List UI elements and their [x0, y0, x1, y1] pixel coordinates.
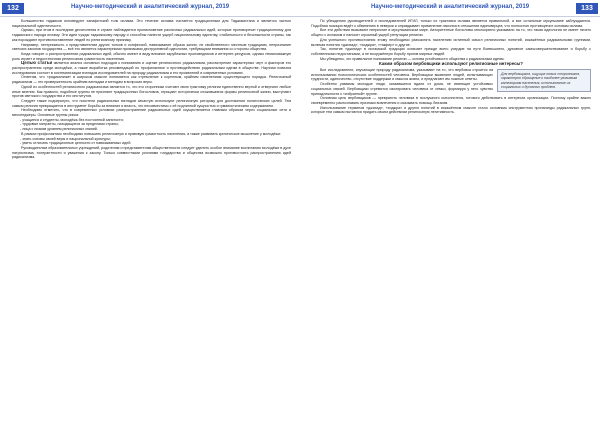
section-body — [311, 68, 591, 115]
paragraph: Отметим, что «радикализм» в широком смысле понимается как стремление к коренным, крайним изменениям существующего порядка. Религиозный радикализм — это приверженность крайним взглядам и методам в вопросах веры. — [12, 75, 291, 85]
paragraph: Все исследователи, изучающие природу радикализма, указывают на то, что вербовка строится на использовании психологических особенностей человека. Вербовщики выявляют людей, испытывающих трудности, одиночество, отсутствие поддержки и смысла жизни, и предлагают им ложные ответы. — [311, 68, 493, 82]
paragraph: Необходимо отметить, что в современных условиях распространение радикальных идей осуществляется главным образом через социальные сети и мессенджеры. Основные группы риска: — [12, 108, 291, 118]
paragraph: Так, понятие «джихад» в исламской традиции означает прежде всего усердие на пути Всевышнего, духовное самосовершенствование и борьбу с собственными недостатками, а не вооружённую борьбу против мирных людей. — [311, 47, 591, 56]
paragraph: Мы убеждены, что правильное понимание религии — основа устойчивости общества к радикальным идеям. — [320, 56, 505, 61]
paragraph: Использование терминов «джихад», «хиджра» и других понятий в искажённом смысле стало основным инструментом пропаганды радикальных групп, которые тем самым пытаются придать своим действиям религиозную легитимность. — [311, 105, 591, 115]
paragraph: Для успешного противостояния этому необходимо разъяснять населению истинный смысл религиозных понятий, искажённых радикальными группами, включая понятия «джихад», «хиджра», «такфир» и другие. — [311, 37, 591, 47]
paragraph: Основная цель вербовщиков — превратить человека в послушного исполнителя, готового действовать в интересах организации. Поэтому крайне важно своевременно распознавать признаки вовлечения и оказывать помощь близким. — [311, 96, 591, 105]
list-item: - знать основы своей веры и национальной культуры; — [20, 136, 111, 141]
right-column — [311, 19, 591, 419]
paragraph: Особенно уязвимы молодые люди, оказавшиеся вдали от дома, не имеющие устойчивых социальных связей. Вербовщики стремятся изолировать человека от семьи, формируя у него чувство принадлежности к «избранной» группе. — [311, 82, 493, 96]
list-item: - трудовые мигранты, находящиеся за пределами страны; — [20, 122, 119, 127]
paragraph: В рамках профилактики необходимо повышать религиозную и правовую грамотность населения, а также развивать критическое мышление у молодёжи: — [21, 131, 281, 136]
paragraph: Все эти действия вызывают неприятие в мусульманском мире. Авторитетные богословы многократно указывали на то, что такая идеология не имеет ничего общего с исламом и наносит огромный ущерб репутации религии. — [311, 28, 591, 38]
paragraph: Большинство таджиков исповедуют ханафитский толк ислама. Это течение ислама считается традиционным для Таджикистана и является частью национальной идентичности. — [12, 19, 291, 28]
paragraph: Следует также подчеркнуть, что носители радикальных взглядов зачастую используют религиозную риторику для достижения политических целей. Тем самым религия превращается в инструмент борьбы за влияние и власть, что несовместимо с её подлинной сущностью и гуманистическим содержанием. — [12, 98, 291, 108]
paragraph: По убеждению руководителей и последователей ИГИЛ, только их трактовка ислама является правильной, а все остальные мусульмане заблуждаются. Подобная позиция ведёт к обвинению в неверии и оправдывает применение насилия в отношении единоверцев, что полностью противоречит основам ислама. — [311, 19, 591, 28]
running-title-left: Научно-методический и аналитический журнал, 2019 — [70, 4, 230, 10]
section-subheading: Каким образом вербовщики используют религиозные интересы? — [379, 61, 523, 67]
left-column — [12, 19, 291, 419]
list-item: - лица с низким уровнем религиозных знаний. — [20, 127, 98, 132]
list-item: - уметь отличать традиционные ценности от навязываемых идей. — [20, 141, 132, 146]
lead-paragraph — [12, 61, 291, 75]
paragraph: Руководителям образовательных учреждений, родителям и представителям общественности следует уделять особое внимание воспитанию молодёжи в духе патриотизма, толерантности и уважения к закону. Только совместными усилиями государства и общества возможно противостоять распространению идей радикализма. — [12, 145, 291, 160]
page-number-right: 133 — [576, 3, 598, 14]
paragraph: Однако, при этом в последние десятилетия в стране наблюдается проникновение различных радикальных идей, которые противоречат традиционному для таджикского народа исламу. Эти идеи чужды таджикскому народу и способны нанести ущерб национальному единству, стабильности и безопасности страны, так как порождают противопоставление людей по религиозному признаку. — [12, 28, 291, 42]
page-header — [0, 0, 600, 17]
lead-label: Целью статьи — [21, 60, 53, 66]
running-title-right: Научно-методический и аналитический журнал, 2019 — [370, 4, 530, 10]
lead-text: является анализ основных подходов к пониманию и оценке религиозного радикализма, рассмотрение характерных черт и факторов его распространения среди молодёжи, а также выработка рекомендаций по профилактике и противодействию радикальным идеям в обществе. Научная новизна исследования состоит в систематизации взглядов исследователей на природу радикализма и его проявлений в современных условиях. — [12, 61, 291, 75]
sidebar-callout: Для вербовщиков, ищущих новых сторонников, характерно обращение к наиболее уязвимым категориям населения, использование их социальных и духовных проблем. — [497, 69, 591, 92]
paragraph: Когда говорят о распространении радикальных идей, обычно имеют в виду влияние зарубежных проповедников и интернет-ресурсов, однако немаловажную роль играет и недостаточная религиозная грамотность населения. — [12, 51, 291, 61]
paragraph: Одной из особенностей религиозного радикализма является то, что его сторонники считают свою трактовку религии единственно верной и отвергают любые иные мнения. Как правило, подобные группы не признают традиционных богословов, отрицают исторически сложившиеся формы религиозной жизни, выступают против светского государства и его институтов. — [12, 84, 291, 99]
page-number-left: 132 — [2, 3, 24, 14]
paragraph: Например, нетерпимость к представителям других толков и конфессий, навязывание образа жизни, не свойственного местным традициям, непризнание светских законов государства — всё это является характерными признаками деструктивной идеологии, требующими внимания со стороны общества. — [12, 42, 291, 52]
list-item: - учащиеся и студенты, молодёжь без постоянной занятости; — [20, 117, 124, 122]
